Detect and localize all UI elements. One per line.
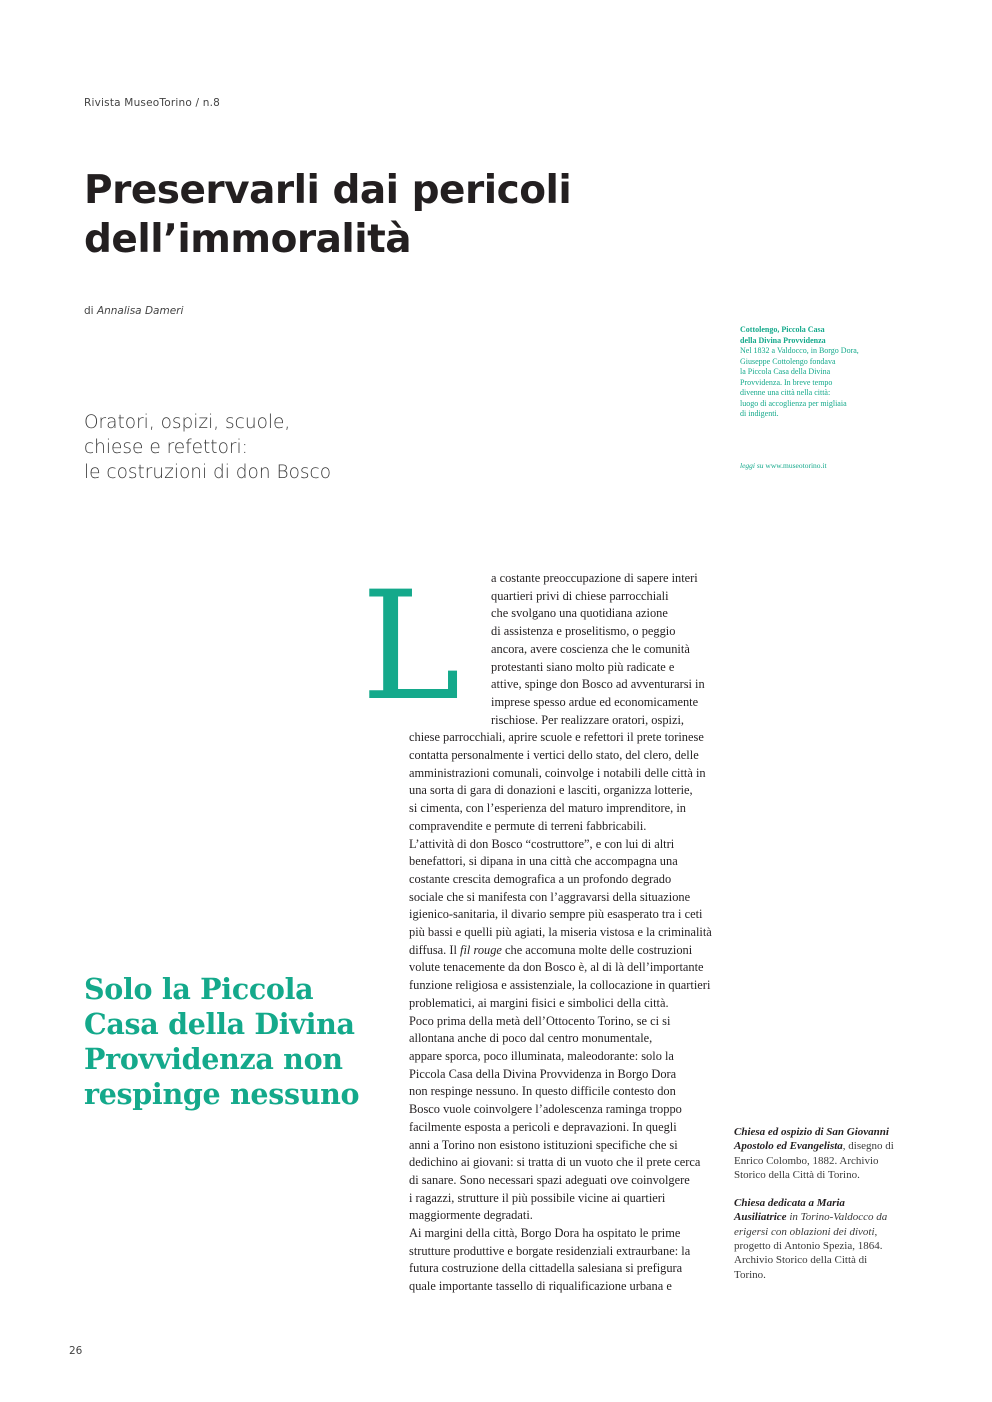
author-name: Annalisa Dameri: [96, 305, 184, 317]
sidebar-caption-line: luogo di accoglienza per migliaia: [740, 398, 847, 408]
body-line: contatta personalmente i vertici dello stato, del clero, delle: [409, 748, 699, 763]
body-line: i ragazzi, strutture il più possibile vicine ai quartieri: [409, 1190, 666, 1205]
article-subtitle: [84, 410, 384, 485]
body-line: chiese parrocchiali, aprire scuole e refettori il prete torinese: [409, 730, 704, 745]
sidebar-caption-line: divenne una città nella città:: [740, 388, 831, 397]
sidebar-caption-text: [740, 346, 880, 420]
pull-quote-line: Solo la Piccola: [84, 972, 314, 1006]
byline: [84, 305, 183, 317]
drop-cap: L: [361, 560, 461, 734]
body-line: amministrazioni comunali, coinvolge i notabili delle città in: [409, 765, 706, 780]
body-line: si cimenta, con l’esperienza del maturo imprenditore, in: [409, 801, 686, 816]
body-line: ancora, avere coscienza che le comunità: [491, 641, 690, 656]
sidebar-caption-line: Giuseppe Cottolengo fondava: [740, 356, 836, 366]
body-line: di sanare. Sono necessari spazi adeguati ove coinvolgere: [409, 1172, 690, 1187]
sidebar-caption-line: Provvidenza. In breve tempo: [740, 377, 833, 387]
body-line: dedichino ai giovani: si tratta di un vuoto che il prete cerca: [409, 1155, 701, 1170]
byline-prefix: di: [84, 305, 94, 317]
page-number: 26: [69, 1345, 83, 1357]
body-line: Ai margini della città, Borgo Dora ha ospitato le prime: [409, 1226, 681, 1241]
body-line: volute tenacemente da don Bosco è, al di là dell’importante: [409, 960, 704, 975]
body-line: più bassi e quelli più agiati, la miseria vistosa e la criminalità: [409, 925, 712, 940]
body-line: quale importante tassello di riqualificazione urbana e: [409, 1279, 672, 1294]
caption-block: [734, 1196, 894, 1282]
sidebar-caption-line: Nel 1832 a Valdocco, in Borgo Dora,: [740, 346, 859, 355]
body-line: imprese spesso ardue ed economicamente: [491, 694, 699, 709]
body-line: strutture produttive e borgate residenziali extraurbane: la: [409, 1243, 691, 1258]
link-url[interactable]: www.museotorino.it: [765, 461, 827, 470]
subtitle-line: le costruzioni di don Bosco: [84, 462, 332, 483]
body-line: non respinge nessuno. In questo difficile contesto don: [409, 1084, 676, 1099]
link-prefix: leggi su: [740, 461, 764, 470]
title-line: Preservarli dai pericoli: [84, 168, 572, 213]
caption-text: , disegno di Enrico Colombo, 1882. Archivio Storico della Città di Torino.: [734, 1140, 894, 1181]
body-line: rischiose. Per realizzare oratori, ospizi,: [491, 712, 685, 727]
subtitle-line: chiese e refettori:: [84, 437, 248, 458]
body-line: quartieri privi di chiese parrocchiali: [491, 588, 669, 603]
caption-title: Chiesa ed ospizio di San Giovanni Apostolo ed Evangelista: [734, 1126, 889, 1153]
body-line: igienico-sanitaria, il divario sempre più esasperato tra i ceti: [409, 907, 703, 922]
body-line: a costante preoccupazione di sapere interi: [491, 571, 698, 585]
body-line: compravendite e permute di terreni fabbricabili.: [409, 818, 647, 833]
body-line: costante crescita demografica a un profondo degrado: [409, 871, 672, 886]
sidebar-link[interactable]: [740, 461, 827, 470]
pull-quote-line: respinge nessuno: [84, 1077, 360, 1111]
publication-header: Rivista MuseoTorino / n.8: [84, 97, 221, 109]
sidebar-caption-line: di indigenti.: [740, 409, 779, 418]
caption-italic: in Torino-Valdocco da erigersi con oblazioni dei divoti: [734, 1211, 888, 1238]
title-line: dell’immoralità: [84, 217, 412, 262]
body-line: appare sporca, poco illuminata, maleodorante: solo la: [409, 1048, 674, 1063]
body-line: una sorta di gara di donazioni e lasciti, organizza lotterie,: [409, 783, 693, 798]
body-line: maggiormente degradati.: [409, 1208, 533, 1223]
pull-quote: [84, 972, 384, 1112]
article-title: [84, 166, 624, 264]
body-line: protestanti siano molto più radicate e: [491, 659, 675, 674]
body-line: allontana anche di poco dal centro monumentale,: [409, 1031, 653, 1046]
body-line: che svolgano una quotidiana azione: [491, 606, 668, 621]
body-line: attive, spinge don Bosco ad avventurarsi in: [491, 677, 705, 692]
body-line: di assistenza e proselitismo, o peggio: [491, 624, 676, 639]
caption-block: [734, 1125, 894, 1182]
article-body: [409, 570, 721, 1296]
body-line: funzione religiosa e assistenziale, la collocazione in quartieri: [409, 978, 711, 993]
body-line: anni a Torino non esistono istituzioni specifiche che si: [409, 1137, 678, 1152]
subtitle-line: Oratori, ospizi, scuole,: [84, 412, 291, 433]
body-line: Piccola Casa della Divina Provvidenza in Borgo Dora: [409, 1066, 677, 1081]
caption-title: Chiesa dedicata a Maria Ausiliatrice: [734, 1197, 845, 1224]
body-line: diffusa. Il fil rouge che accomuna molte delle costruzioni: [409, 942, 693, 957]
body-line: benefattori, si dipana in una città che accompagna una: [409, 854, 678, 869]
sidebar-caption-title: della Divina Provvidenza: [740, 335, 826, 345]
sidebar-caption-title: Cottolengo, Piccola Casa: [740, 325, 825, 334]
body-line: Bosco vuole coinvolgere l’adolescenza raminga troppo: [409, 1102, 682, 1117]
body-line: problematici, ai margini fisici e simbolici della città.: [409, 995, 669, 1010]
caption-text: , progetto di Antonio Spezia, 1864. Archivio Storico della Città di Torino.: [734, 1225, 883, 1281]
body-line: futura costruzione della cittadella salesiana si prefigura: [409, 1261, 683, 1276]
body-line: facilmente esposta a pericoli e depravazioni. In quegli: [409, 1119, 677, 1134]
image-captions: [734, 1125, 894, 1296]
body-line: L’attività di don Bosco “costruttore”, e con lui di altri: [409, 836, 675, 851]
pull-quote-line: Casa della Divina: [84, 1007, 355, 1041]
body-line: sociale che si manifesta con l’aggravarsi della situazione: [409, 889, 691, 904]
pull-quote-line: Provvidenza non: [84, 1042, 343, 1076]
body-line: Poco prima della metà dell’Ottocento Torino, se ci si: [409, 1013, 671, 1028]
sidebar-caption: [740, 325, 880, 420]
sidebar-caption-line: la Piccola Casa della Divina: [740, 367, 831, 376]
